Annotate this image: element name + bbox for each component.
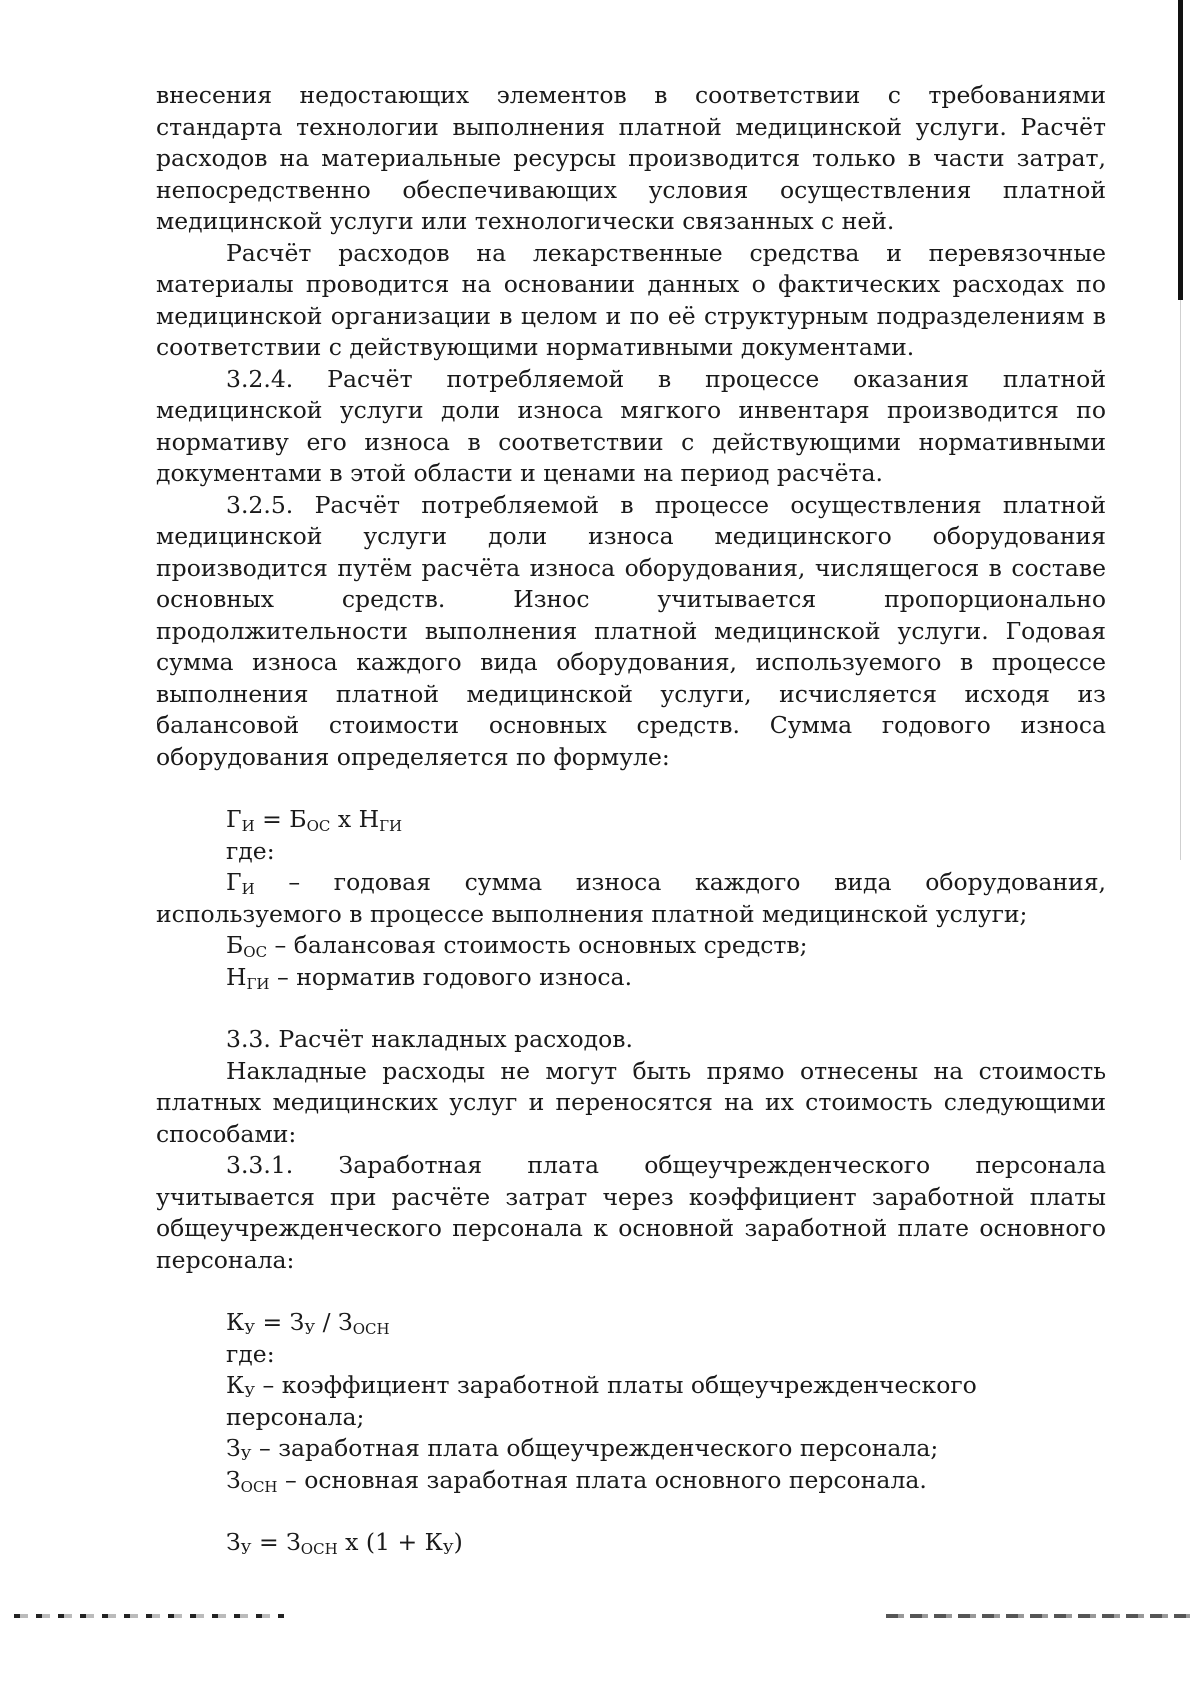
scan-edge-line: [1180, 300, 1181, 860]
definition-bos: $Б_{ОС}$ – балансовая стоимость основных средств;: [226, 931, 808, 961]
scan-edge-mark: [1178, 0, 1183, 300]
definition-ngi: $Н_{ГИ}$ – норматив годового износа.: [226, 962, 633, 993]
definition-zosn: $З_{ОСН}$ – основная заработная плата основного персонала.: [226, 1465, 927, 1496]
formula-where-2: где:: [226, 1339, 275, 1368]
formula-depreciation: $Г_И = Б_{ОС}$ х $Н_{ГИ}$: [226, 805, 403, 835]
formula-coefficient: $К_У = З_У / З_{ОСН}$: [226, 1308, 390, 1338]
paragraph-3-2-4: 3.2.4. Расчёт потребляемой в процессе оказания платной медицинской услуги доли износа мягкого инвентаря производится по нормативу его износа в соответствии с действующими нормативными документами в этой области и ценами на период расчёта.: [156, 364, 1106, 487]
definition-zy: $З_У$ – заработная плата общеучрежденческого персонала;: [226, 1434, 939, 1464]
document-body: [156, 80, 1106, 1559]
paragraph-3-3-1: 3.3.1. Заработная плата общеучрежденческого персонала учитывается при расчёте затрат через коэффициент заработной платы общеучрежденческого персонала к основной заработной плате основного персонала:: [156, 1151, 1106, 1274]
scan-noise-left: [14, 1614, 284, 1618]
paragraph-medicines: Расчёт расходов на лекарственные средства и перевязочные материалы проводится на основании данных о фактических расходах по медицинской организации в целом и по её структурным подразделениям в соответствии с действующими нормативными документами.: [156, 238, 1106, 361]
formula-salary: $З_У = З_{ОСН}$ х $(1 + К_У)$: [226, 1528, 463, 1558]
paragraph-3-2-5: 3.2.5. Расчёт потребляемой в процессе осуществления платной медицинской услуги доли износа медицинского оборудования производится путём расчёта износа оборудования, числящегося в составе основных средств. Износ учитывается пропорционально продолжительности выполнения платной медицинской услуги. Годовая сумма износа каждого вида оборудования, используемого в процессе выполнения платной медицинской услуги, исчисляется исходя из балансовой стоимости основных средств. Сумма годового износа оборудования определяется по формуле:: [156, 490, 1106, 771]
section-heading-3-3: 3.3. Расчёт накладных расходов.: [226, 1025, 634, 1053]
paragraph-materials: внесения недостающих элементов в соответствии с требованиями стандарта технологии выполнения платной медицинской услуги. Расчёт расходов на материальные ресурсы производится только в части затрат, непосредственно обеспечивающих условия осуществления платной медицинской услуги или технологически связанных с ней.: [156, 81, 1106, 235]
definition-ky: $К_У$ – коэффициент заработной платы общеучрежденческого персонала;: [226, 1371, 977, 1431]
formula-where: где:: [226, 836, 275, 865]
scan-noise-right: [880, 1614, 1190, 1618]
paragraph-overhead: Накладные расходы не могут быть прямо отнесены на стоимость платных медицинских услуг и переносятся на их стоимость следующими способами:: [156, 1056, 1106, 1148]
definition-gi: $Г_И$ – годовая сумма износа каждого вида оборудования, используемого в процессе выполнения платной медицинской услуги;: [156, 868, 1106, 928]
